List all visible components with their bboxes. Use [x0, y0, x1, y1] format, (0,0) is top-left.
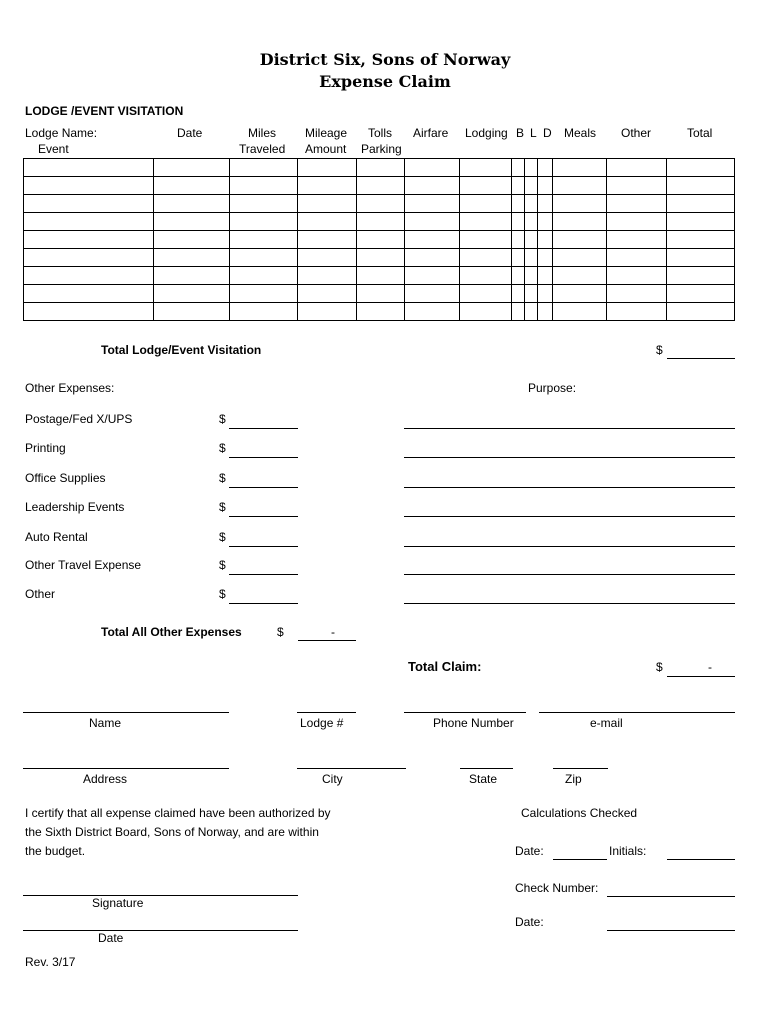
table-cell[interactable]	[298, 177, 357, 195]
table-cell[interactable]	[538, 285, 553, 303]
expense-label: Printing	[25, 441, 66, 455]
table-cell[interactable]	[405, 267, 460, 285]
table-cell[interactable]	[24, 285, 154, 303]
table-row	[24, 177, 735, 195]
col-amount: Amount	[305, 142, 347, 156]
table-cell[interactable]	[230, 249, 298, 267]
col-other: Other	[621, 126, 652, 140]
table-cell[interactable]	[667, 231, 735, 249]
table-cell[interactable]	[154, 285, 230, 303]
table-cell[interactable]	[607, 267, 667, 285]
section-heading: LODGE /EVENT VISITATION	[25, 104, 184, 118]
table-cell[interactable]	[667, 177, 735, 195]
table-cell[interactable]	[24, 195, 154, 213]
table-cell[interactable]	[24, 303, 154, 321]
table-cell[interactable]	[538, 249, 553, 267]
table-cell[interactable]	[512, 177, 525, 195]
col-traveled: Traveled	[239, 142, 286, 156]
expense-label: Other Travel Expense	[25, 558, 142, 572]
expense-purpose-field[interactable]	[404, 546, 735, 547]
expense-purpose-field[interactable]	[404, 487, 735, 488]
table-cell[interactable]	[607, 285, 667, 303]
table-cell[interactable]	[298, 231, 357, 249]
email-field[interactable]	[539, 712, 735, 713]
col-airfare: Airfare	[413, 126, 449, 140]
table-cell[interactable]	[357, 285, 405, 303]
table-cell[interactable]	[667, 213, 735, 231]
expense-amount-field[interactable]	[229, 457, 298, 458]
table-cell[interactable]	[298, 267, 357, 285]
zip-label: Zip	[565, 772, 582, 786]
calc-initials-field[interactable]	[667, 859, 735, 860]
total-claim-currency: $	[656, 660, 663, 674]
table-cell[interactable]	[460, 177, 512, 195]
table-cell[interactable]	[357, 303, 405, 321]
other-expenses-heading: Other Expenses:	[25, 381, 115, 395]
table-cell[interactable]	[230, 267, 298, 285]
table-cell[interactable]	[405, 285, 460, 303]
calc-date2-label: Date:	[515, 915, 544, 929]
table-cell[interactable]	[553, 177, 607, 195]
col-breakfast: B	[516, 126, 525, 140]
col-miles: Miles	[248, 126, 277, 140]
table-cell[interactable]	[405, 213, 460, 231]
table-cell[interactable]	[154, 303, 230, 321]
table-cell[interactable]	[525, 303, 538, 321]
table-cell[interactable]	[357, 159, 405, 177]
calc-date2-field[interactable]	[607, 930, 735, 931]
expense-currency: $	[219, 500, 226, 514]
table-cell[interactable]	[298, 303, 357, 321]
phone-label: Phone Number	[433, 716, 514, 730]
table-cell[interactable]	[538, 303, 553, 321]
table-cell[interactable]	[460, 249, 512, 267]
certify-line1: I certify that all expense claimed have been authorized by	[25, 806, 331, 820]
table-cell[interactable]	[607, 303, 667, 321]
table-cell[interactable]	[538, 267, 553, 285]
expense-purpose-field[interactable]	[404, 428, 735, 429]
state-label: State	[469, 772, 498, 786]
table-cell[interactable]	[154, 213, 230, 231]
table-cell[interactable]	[553, 213, 607, 231]
signature-date-field[interactable]	[23, 930, 298, 931]
expense-currency: $	[219, 441, 226, 455]
table-row	[24, 159, 735, 177]
table-row	[24, 303, 735, 321]
phone-field[interactable]	[404, 712, 526, 713]
table-cell[interactable]	[460, 213, 512, 231]
total-claim-value: -	[708, 660, 712, 674]
total-claim-field[interactable]	[667, 676, 735, 677]
table-cell[interactable]	[460, 303, 512, 321]
total-claim-label: Total Claim:	[408, 659, 482, 674]
check-number-label: Check Number:	[515, 881, 599, 895]
address-field[interactable]	[23, 768, 229, 769]
table-cell[interactable]	[525, 249, 538, 267]
total-other-currency: $	[277, 625, 284, 639]
table-cell[interactable]	[357, 195, 405, 213]
table-cell[interactable]	[154, 267, 230, 285]
table-row	[24, 249, 735, 267]
calc-date-label: Date:	[515, 844, 544, 858]
table-cell[interactable]	[24, 249, 154, 267]
city-field[interactable]	[297, 768, 406, 769]
expense-amount-field[interactable]	[229, 487, 298, 488]
table-cell[interactable]	[512, 231, 525, 249]
table-cell[interactable]	[607, 249, 667, 267]
table-cell[interactable]	[525, 159, 538, 177]
expense-currency: $	[219, 412, 226, 426]
col-date: Date	[177, 126, 203, 140]
table-cell[interactable]	[230, 285, 298, 303]
table-cell[interactable]	[667, 159, 735, 177]
table-cell[interactable]	[667, 285, 735, 303]
table-row	[24, 267, 735, 285]
expense-purpose-field[interactable]	[404, 603, 735, 604]
table-cell[interactable]	[525, 177, 538, 195]
name-label: Name	[89, 716, 122, 730]
table-cell[interactable]	[512, 267, 525, 285]
table-cell[interactable]	[154, 177, 230, 195]
table-cell[interactable]	[512, 195, 525, 213]
table-cell[interactable]	[525, 195, 538, 213]
signature-label: Signature	[92, 896, 144, 910]
table-row	[24, 231, 735, 249]
table-cell[interactable]	[460, 231, 512, 249]
table-cell[interactable]	[230, 231, 298, 249]
col-parking: Parking	[361, 142, 402, 156]
lodge-number-field[interactable]	[297, 712, 356, 713]
table-cell[interactable]	[298, 285, 357, 303]
form-title-line2: Expense Claim	[319, 72, 451, 91]
col-lodge-name: Lodge Name:	[25, 126, 98, 140]
expense-currency: $	[219, 471, 226, 485]
expense-amount-field[interactable]	[229, 574, 298, 575]
table-cell[interactable]	[553, 303, 607, 321]
col-lodging: Lodging	[465, 126, 508, 140]
table-cell[interactable]	[667, 249, 735, 267]
table-row	[24, 285, 735, 303]
table-cell[interactable]	[405, 159, 460, 177]
revision-label: Rev. 3/17	[25, 955, 76, 969]
table-cell[interactable]	[230, 195, 298, 213]
table-cell[interactable]	[357, 249, 405, 267]
table-cell[interactable]	[607, 231, 667, 249]
expense-currency: $	[219, 587, 226, 601]
table-cell[interactable]	[525, 213, 538, 231]
table-cell[interactable]	[607, 213, 667, 231]
table-cell[interactable]	[525, 267, 538, 285]
table-cell[interactable]	[667, 195, 735, 213]
total-visitation-label: Total Lodge/Event Visitation	[101, 343, 262, 357]
table-cell[interactable]	[512, 213, 525, 231]
city-label: City	[322, 772, 343, 786]
total-visitation-field[interactable]	[667, 358, 735, 359]
lodge-number-label: Lodge #	[300, 716, 344, 730]
expense-label: Postage/Fed X/UPS	[25, 412, 133, 426]
expense-label: Office Supplies	[25, 471, 106, 485]
table-cell[interactable]	[538, 231, 553, 249]
state-field[interactable]	[460, 768, 513, 769]
expense-amount-field[interactable]	[229, 516, 298, 517]
table-cell[interactable]	[230, 213, 298, 231]
table-cell[interactable]	[553, 249, 607, 267]
col-dinner: D	[543, 126, 552, 140]
table-cell[interactable]	[154, 159, 230, 177]
table-cell[interactable]	[230, 177, 298, 195]
table-cell[interactable]	[357, 231, 405, 249]
table-row	[24, 213, 735, 231]
name-field[interactable]	[23, 712, 229, 713]
table-cell[interactable]	[553, 285, 607, 303]
col-mileage: Mileage	[305, 126, 348, 140]
table-cell[interactable]	[538, 213, 553, 231]
table-cell[interactable]	[24, 267, 154, 285]
total-other-value: -	[331, 625, 335, 639]
table-cell[interactable]	[357, 267, 405, 285]
table-cell[interactable]	[538, 159, 553, 177]
table-cell[interactable]	[154, 195, 230, 213]
total-other-label: Total All Other Expenses	[101, 625, 242, 639]
table-cell[interactable]	[525, 285, 538, 303]
table-cell[interactable]	[460, 195, 512, 213]
expense-amount-field[interactable]	[229, 428, 298, 429]
table-cell[interactable]	[357, 213, 405, 231]
table-cell[interactable]	[405, 249, 460, 267]
table-cell[interactable]	[230, 159, 298, 177]
certify-line3: the budget.	[25, 844, 86, 858]
expense-label: Auto Rental	[25, 530, 88, 544]
total-visitation-currency: $	[656, 343, 663, 357]
table-cell[interactable]	[512, 303, 525, 321]
table-cell[interactable]	[154, 231, 230, 249]
table-cell[interactable]	[24, 213, 154, 231]
calc-heading: Calculations Checked	[521, 806, 638, 820]
check-number-field[interactable]	[607, 896, 735, 897]
table-cell[interactable]	[24, 177, 154, 195]
table-cell[interactable]	[525, 231, 538, 249]
table-cell[interactable]	[24, 231, 154, 249]
col-meals: Meals	[564, 126, 597, 140]
certify-line2: the Sixth District Board, Sons of Norway, and are within	[25, 825, 319, 839]
table-cell[interactable]	[230, 303, 298, 321]
table-cell[interactable]	[405, 195, 460, 213]
expense-label: Leadership Events	[25, 500, 125, 514]
table-cell[interactable]	[607, 195, 667, 213]
table-cell[interactable]	[154, 249, 230, 267]
table-cell[interactable]	[460, 159, 512, 177]
table-row	[24, 195, 735, 213]
table-cell[interactable]	[553, 231, 607, 249]
expense-purpose-field[interactable]	[404, 516, 735, 517]
expense-amount-field[interactable]	[229, 603, 298, 604]
zip-field[interactable]	[553, 768, 608, 769]
table-cell[interactable]	[460, 267, 512, 285]
col-event: Event	[38, 142, 69, 156]
table-cell[interactable]	[538, 177, 553, 195]
email-label: e-mail	[590, 716, 623, 730]
table-cell[interactable]	[512, 285, 525, 303]
expense-purpose-field[interactable]	[404, 574, 735, 575]
table-cell[interactable]	[667, 267, 735, 285]
calc-initials-label: Initials:	[609, 844, 647, 858]
table-cell[interactable]	[298, 249, 357, 267]
purpose-heading: Purpose:	[528, 381, 577, 395]
table-cell[interactable]	[405, 177, 460, 195]
signature-date-label: Date	[98, 931, 124, 945]
table-cell[interactable]	[298, 213, 357, 231]
expense-currency: $	[219, 530, 226, 544]
table-cell[interactable]	[512, 249, 525, 267]
table-cell[interactable]	[298, 195, 357, 213]
address-label: Address	[83, 772, 128, 786]
table-cell[interactable]	[298, 159, 357, 177]
total-other-field[interactable]	[298, 640, 356, 641]
table-cell[interactable]	[538, 195, 553, 213]
table-cell[interactable]	[460, 285, 512, 303]
table-cell[interactable]	[512, 159, 525, 177]
expense-purpose-field[interactable]	[404, 457, 735, 458]
table-cell[interactable]	[405, 303, 460, 321]
calc-date-field[interactable]	[553, 859, 607, 860]
col-lunch: L	[530, 126, 537, 140]
table-cell[interactable]	[607, 159, 667, 177]
table-cell[interactable]	[607, 177, 667, 195]
table-cell[interactable]	[357, 177, 405, 195]
col-total: Total	[687, 126, 713, 140]
table-cell[interactable]	[24, 159, 154, 177]
expense-currency: $	[219, 558, 226, 572]
col-tolls: Tolls	[368, 126, 393, 140]
table-cell[interactable]	[553, 159, 607, 177]
table-cell[interactable]	[553, 195, 607, 213]
expense-label: Other	[25, 587, 56, 601]
expense-amount-field[interactable]	[229, 546, 298, 547]
form-title-line1: District Six, Sons of Norway	[259, 50, 511, 69]
table-cell[interactable]	[405, 231, 460, 249]
visitation-table	[23, 158, 735, 321]
table-cell[interactable]	[553, 267, 607, 285]
table-cell[interactable]	[667, 303, 735, 321]
signature-field[interactable]	[23, 895, 298, 896]
